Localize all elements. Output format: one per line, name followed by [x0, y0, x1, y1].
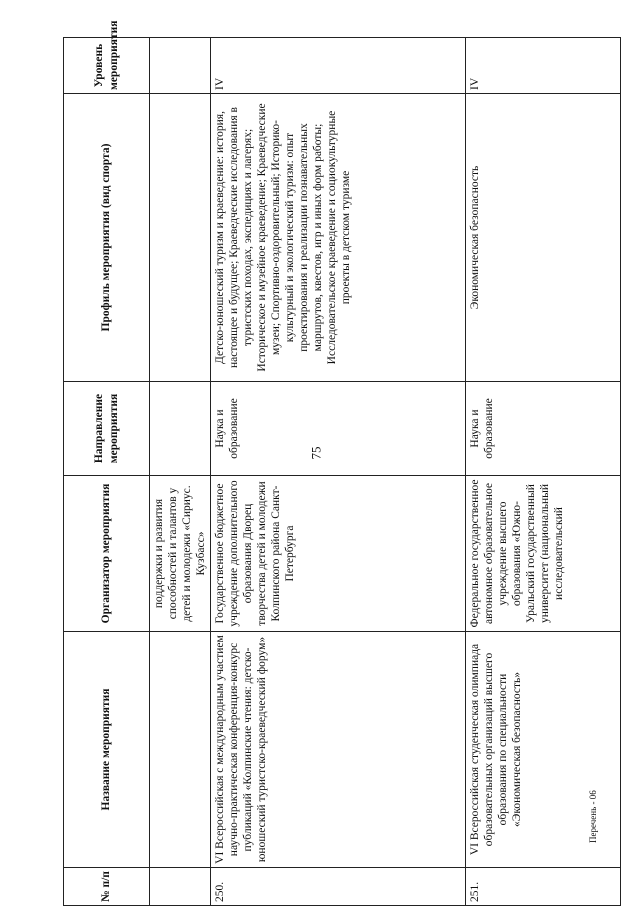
header-num: № п/п: [64, 868, 150, 906]
table-row: [466, 38, 621, 906]
header-level: Уровень мероприятия: [64, 38, 150, 94]
cell-organizer: Государственное бюджетное учреждение дополнительного образования Дворец творчества детей и молодежи Колпинского района Санкт-Петербурга: [211, 476, 466, 632]
events-table: [63, 20, 621, 906]
footer-doc-code: Перечень - 06: [588, 790, 598, 843]
cell-profile: Детско-юношеский туризм и краеведение: история, настоящее и будущее; Краеведческие исследования в туристских походах, экспедициях и лагерях; Историческое и музейное краеведение; Краеведческие музеи; Спортивно-оздоровительный; Историко-культурный и экологический туризм: опыт проектирования и реализации познавательных маршрутов, квестов, игр и иных форм работы; Исследовательское краеведение и социокультурные проекты в детском туризме: [211, 94, 466, 382]
cell-num: [150, 868, 211, 906]
cell-level: IV: [211, 38, 466, 94]
table-header-row: [64, 38, 150, 906]
cell-name: VI Всероссийская студенческая олимпиада образовательных организаций высшего образования по специальности «Экономическая безопасность»: [466, 632, 621, 868]
cell-num: 251.: [466, 868, 621, 906]
cell-direction: Наука и образование: [466, 382, 621, 476]
header-profile: Профиль мероприятия (вид спорта): [64, 94, 150, 382]
cell-name: VI Всероссийская с международным участием научно-практическая конференция-конкурс публикаций «Колпинские чтения: детско-юношеский туристско-краеведческий форум»: [211, 632, 466, 868]
cell-organizer: поддержки и развития способностей и талантов у детей и молодежи «Сириус. Кузбасс»: [150, 476, 211, 632]
cell-level: IV: [466, 38, 621, 94]
cell-name: [150, 632, 211, 868]
cell-direction: [150, 382, 211, 476]
cell-profile: [150, 94, 211, 382]
cell-num: 250.: [211, 868, 466, 906]
header-name: Название мероприятия: [64, 632, 150, 868]
cell-organizer: Федеральное государственное автономное образовательное учреждение высшего образования «Южно-Уральский государственный университет (национальный исследовательский: [466, 476, 621, 632]
header-direction: Направление мероприятия: [64, 382, 150, 476]
table-row: [211, 38, 466, 906]
cell-direction: Наука и образование: [211, 382, 466, 476]
page-number: 75: [308, 446, 324, 460]
cell-level: [150, 38, 211, 94]
cell-profile: Экономическая безопасность: [466, 94, 621, 382]
table-row-continuation: [150, 38, 211, 906]
rotated-table-container: [63, 20, 609, 906]
header-organizer: Организатор мероприятия: [64, 476, 150, 632]
